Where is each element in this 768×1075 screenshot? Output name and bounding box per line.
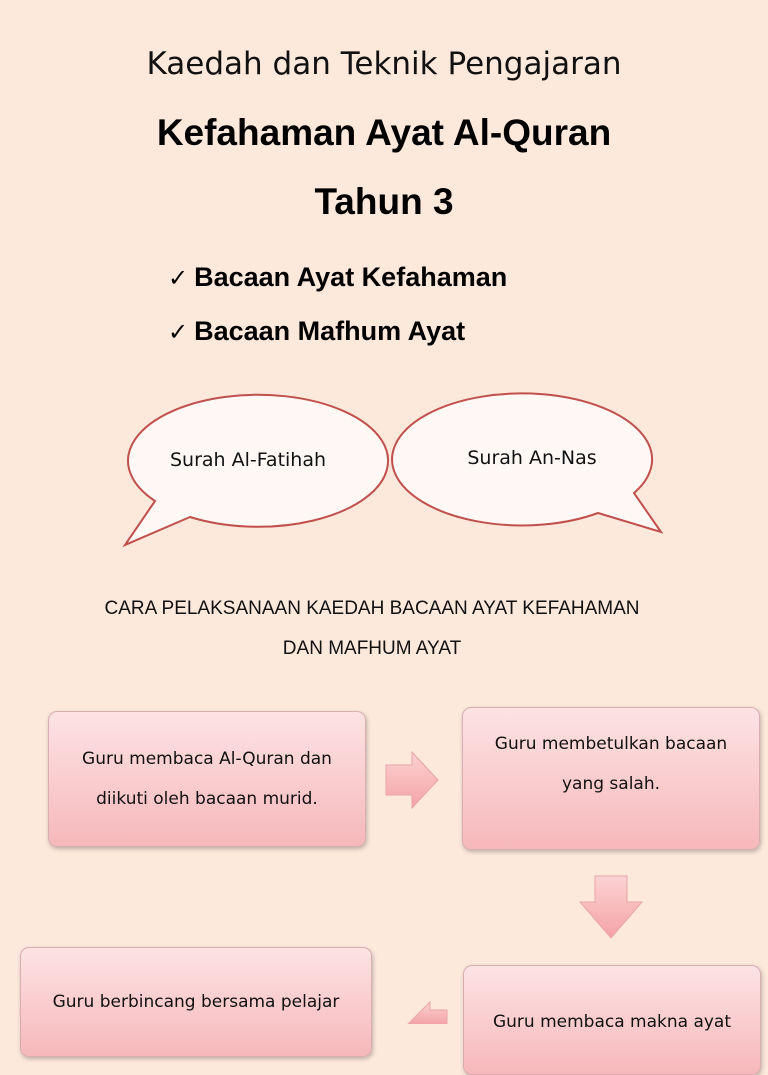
checklist-item bbox=[168, 262, 507, 293]
flow-step-text: Guru membetulkan bacaan yang salah. bbox=[494, 734, 728, 794]
arrow-down-icon bbox=[580, 876, 642, 938]
flow-step-text: Guru berbincang bersama pelajar bbox=[52, 992, 340, 1012]
checklist-item-label: Bacaan Mafhum Ayat bbox=[194, 316, 466, 346]
bubble-label-annas: Surah An-Nas bbox=[467, 447, 597, 469]
page-title: Kefahaman Ayat Al-Quran bbox=[156, 112, 612, 153]
checkmark-icon: ✓ bbox=[168, 318, 189, 346]
speech-bubbles bbox=[0, 380, 768, 560]
checklist-item bbox=[168, 316, 465, 347]
subtitle: Kaedah dan Teknik Pengajaran bbox=[146, 46, 622, 82]
flow-step-text: Guru membaca Al-Quran dan diikuti oleh bacaan murid. bbox=[82, 749, 332, 809]
checklist-item-label: Bacaan Ayat Kefahaman bbox=[194, 262, 508, 292]
flow-step-4 bbox=[463, 965, 761, 1075]
flow-step-1 bbox=[48, 711, 366, 847]
arrow-left-icon bbox=[408, 1002, 447, 1024]
flow-step-text: Guru membaca makna ayat bbox=[492, 1012, 732, 1032]
bubble-label-fatihah: Surah Al-Fatihah bbox=[169, 449, 327, 471]
section-caption: CARA PELAKSANAAN KAEDAH BACAAN AYAT KEFAHAMAN bbox=[104, 598, 640, 619]
page-title-year: Tahun 3 bbox=[314, 181, 454, 222]
checkmark-icon: ✓ bbox=[168, 264, 189, 292]
flow-step-3 bbox=[20, 947, 372, 1057]
arrow-right-icon bbox=[386, 752, 438, 808]
flow-step-2 bbox=[462, 707, 760, 850]
section-caption-line2: DAN MAFHUM AYAT bbox=[282, 638, 462, 659]
